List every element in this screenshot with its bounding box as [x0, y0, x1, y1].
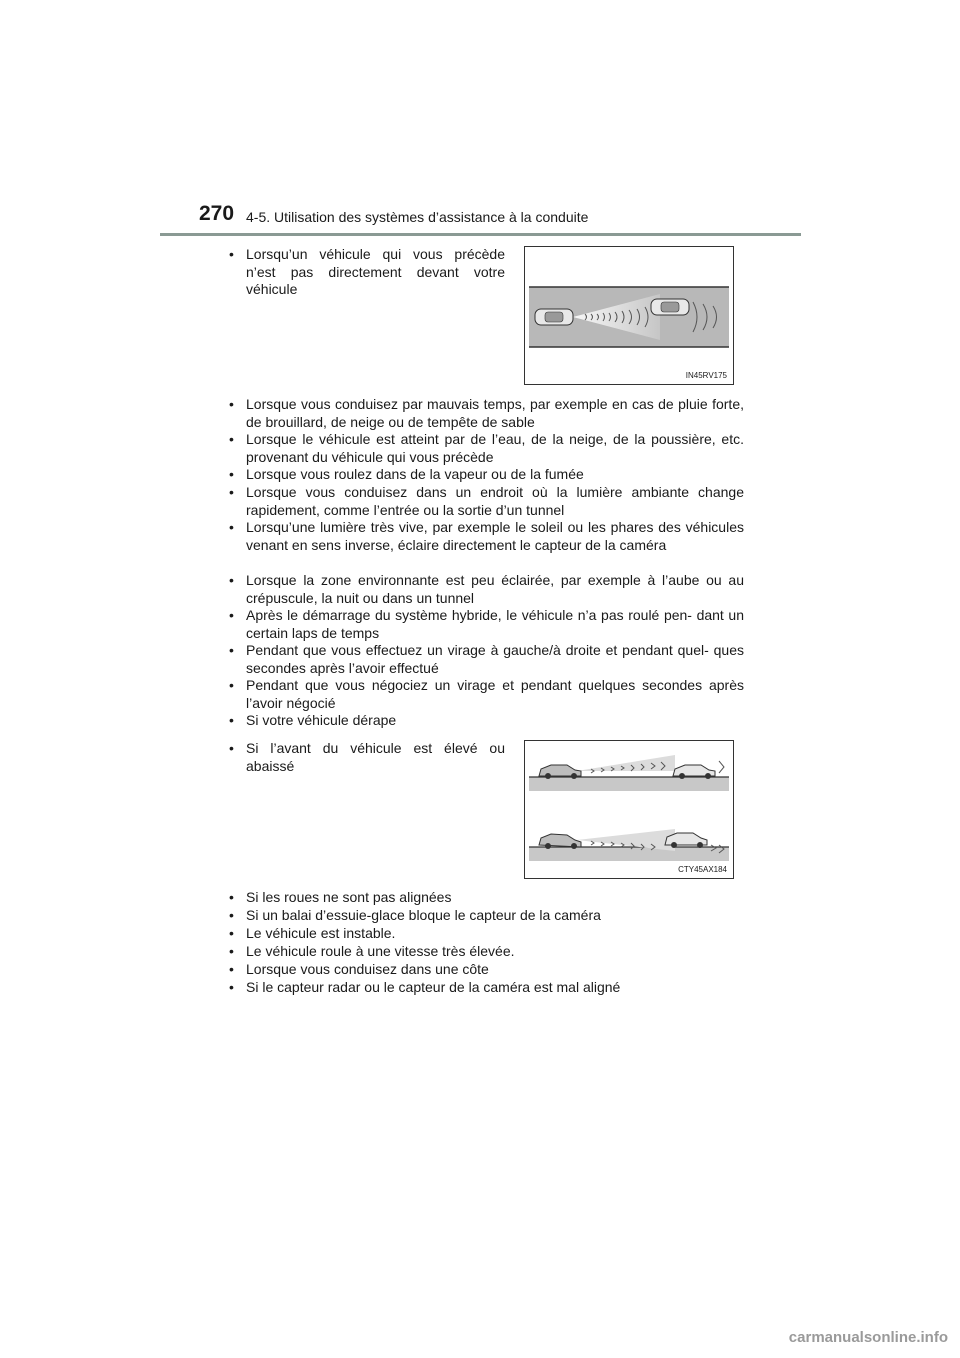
- bullet-item: [229, 607, 744, 642]
- bullet-item: [229, 677, 744, 712]
- pitch-illustration: [525, 741, 733, 878]
- bullet-symbol: •: [229, 925, 234, 941]
- figure-code: CTY45AX184: [678, 865, 727, 874]
- bullet-symbol: •: [229, 979, 234, 995]
- bullet-item: [229, 519, 744, 554]
- bullet-text: Si votre véhicule dérape: [246, 712, 397, 728]
- bullet-text: Si les roues ne sont pas alignées: [246, 889, 452, 905]
- bullet-item: [229, 642, 744, 677]
- radar-beam-top: [577, 755, 675, 771]
- bullet-symbol: •: [229, 572, 234, 588]
- bullet-text: Lorsqu’une lumière très vive, par exemple le soleil ou les phares des véhicules venant en sens inverse, éclaire directement le capteur de la caméra: [246, 519, 744, 553]
- figure-code: IN45RV175: [685, 371, 727, 380]
- bullet-symbol: •: [229, 677, 234, 693]
- bullet-text: Si l’avant du véhicule est élevé ou abaissé: [246, 740, 505, 774]
- bullet-symbol: •: [229, 607, 234, 623]
- bullet-text: Lorsque la zone environnante est peu éclairée, par exemple à l’aube ou au crépuscule, la nuit ou dans un tunnel: [246, 572, 744, 606]
- page-number: 270: [199, 202, 235, 225]
- bullet-text: Le véhicule est instable.: [246, 925, 396, 941]
- bullet-item: [229, 712, 744, 730]
- bullet-item: [229, 961, 744, 979]
- bullet-symbol: •: [229, 907, 234, 923]
- bullet-text: Le véhicule roule à une vitesse très élevée.: [246, 943, 515, 959]
- bullet-item: [229, 925, 744, 943]
- bullet-text: Lorsque vous conduisez dans un endroit où la lumière ambiante change rapidement, comme l’entrée ou la sortie d’un tunnel: [246, 484, 744, 518]
- bullet-symbol: •: [229, 642, 234, 658]
- bullet-symbol: •: [229, 740, 234, 756]
- bullet-text: Pendant que vous effectuez un virage à gauche/à droite et pendant quel- ques secondes après l’avoir effectué: [246, 642, 744, 676]
- section-title: 4-5. Utilisation des systèmes d’assistance à la conduite: [246, 209, 589, 225]
- bullet-text: Lorsque vous conduisez par mauvais temps, par exemple en cas de pluie forte, de brouillard, de neige ou de tempête de sable: [246, 396, 744, 430]
- own-car-icon: [535, 309, 573, 325]
- bullet-symbol: •: [229, 519, 234, 535]
- bullet-symbol: •: [229, 943, 234, 959]
- bullet-text: Lorsqu’un véhicule qui vous précède n’est pas directement devant votre véhicule: [246, 246, 505, 298]
- bullet-item: [229, 907, 744, 925]
- road-surface-bottom: [529, 847, 729, 861]
- bullet-symbol: •: [229, 431, 234, 447]
- road-surface-top: [529, 777, 729, 791]
- bullet-item: [229, 979, 744, 997]
- bullet-text: Lorsque le véhicule est atteint par de l’eau, de la neige, de la poussière, etc. provenant du véhicule qui vous précède: [246, 431, 744, 465]
- bullet-item: [229, 484, 744, 519]
- bullet-text: Après le démarrage du système hybride, le véhicule n’a pas roulé pen- dant un certain laps de temps: [246, 607, 744, 641]
- bullet-item: [229, 396, 744, 431]
- bullet-symbol: •: [229, 484, 234, 500]
- bullet-symbol: •: [229, 466, 234, 482]
- road-illustration: [525, 247, 733, 384]
- preceding-car-icon: [651, 299, 689, 315]
- bullet-item: [229, 572, 744, 607]
- bullet-text: Pendant que vous négociez un virage et pendant quelques secondes après l’avoir négocié: [246, 677, 744, 711]
- bullet-text: Si un balai d’essuie-glace bloque le capteur de la caméra: [246, 907, 601, 923]
- car-bottom-right-icon: [665, 833, 707, 848]
- bullet-symbol: •: [229, 712, 234, 728]
- bullet-item: [229, 466, 744, 484]
- bullet-symbol: •: [229, 889, 234, 905]
- bullet-text: Lorsque vous roulez dans de la vapeur ou de la fumée: [246, 466, 584, 482]
- bullet-symbol: •: [229, 961, 234, 977]
- header-rule: [160, 233, 801, 236]
- figure-offset-vehicle: [524, 246, 734, 385]
- bullet-item: [229, 740, 505, 775]
- bullet-text: Si le capteur radar ou le capteur de la caméra est mal aligné: [246, 979, 621, 995]
- bullet-text: Lorsque vous conduisez dans une côte: [246, 961, 489, 977]
- bullet-symbol: •: [229, 396, 234, 412]
- bullet-item: [229, 889, 744, 907]
- bullet-item: [229, 431, 744, 466]
- figure-raised-lowered-vehicle: [524, 740, 734, 879]
- bullet-item: [229, 246, 505, 299]
- bullet-item: [229, 943, 744, 961]
- footer-watermark: carmanualsonline.info: [788, 1329, 948, 1346]
- bullet-symbol: •: [229, 246, 234, 262]
